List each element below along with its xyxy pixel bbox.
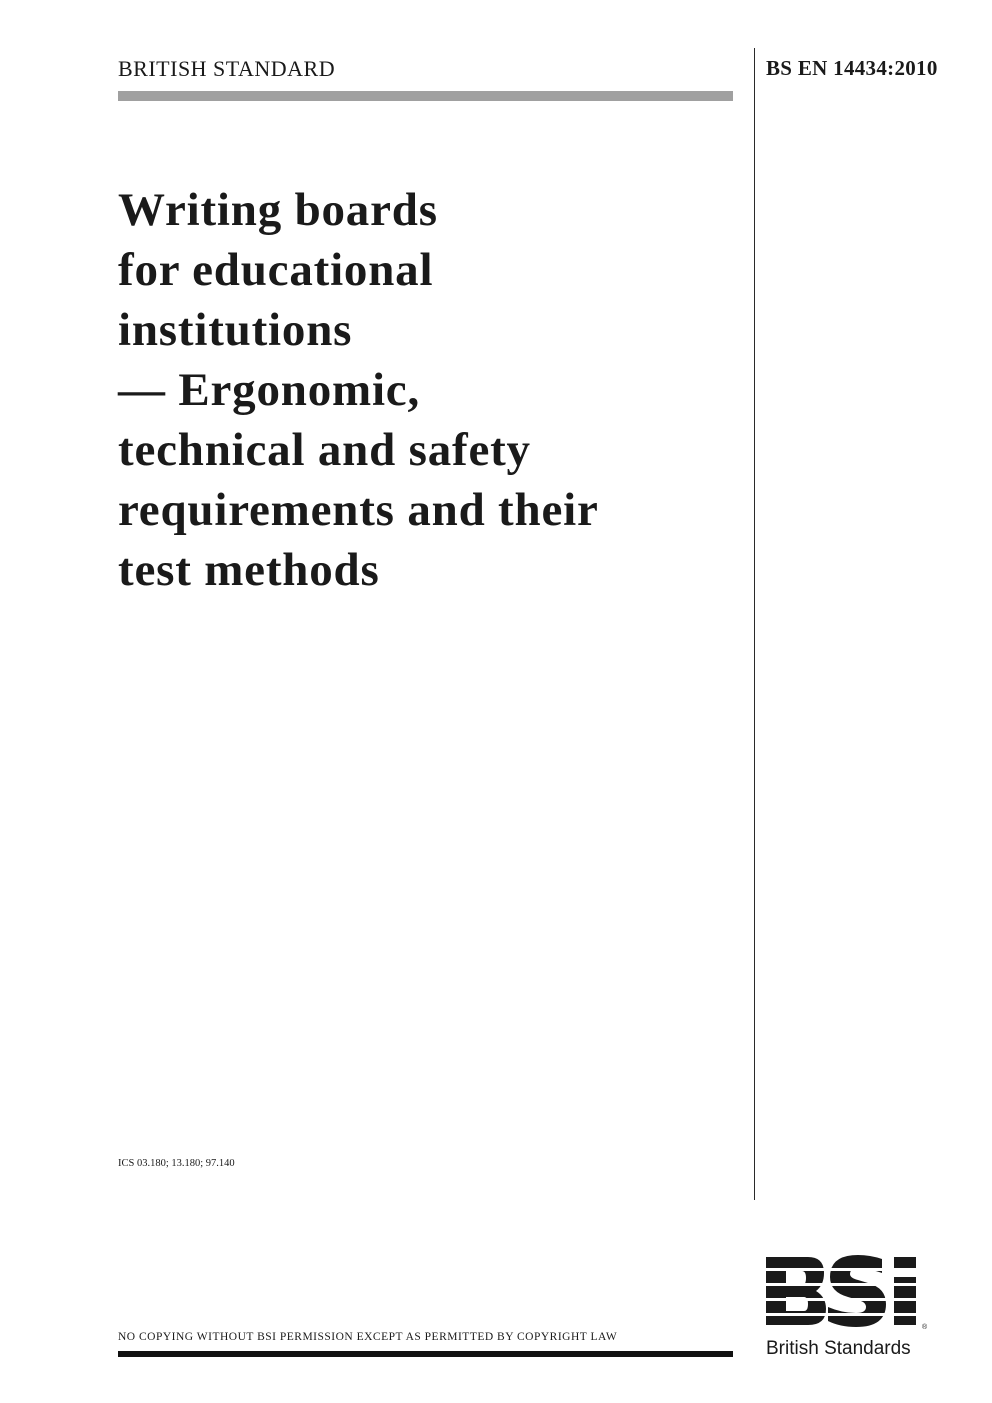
document-title (118, 180, 748, 600)
footer-rule (118, 1351, 733, 1357)
copyright-notice: NO COPYING WITHOUT BSI PERMISSION EXCEPT AS PERMITTED BY COPYRIGHT LAW (118, 1331, 618, 1343)
title-line: for educational (118, 244, 434, 296)
header-rule (118, 91, 733, 101)
title-line: technical and safety (118, 424, 531, 476)
title-line: test methods (118, 544, 380, 596)
vertical-divider (754, 48, 755, 1200)
ics-codes: ICS 03.180; 13.180; 97.140 (118, 1158, 235, 1169)
title-line: institutions (118, 304, 353, 356)
document-type-label: BRITISH STANDARD (118, 56, 336, 81)
title-line: Writing boards (118, 184, 438, 236)
bsi-logo-name: British Standards (766, 1338, 911, 1359)
title-line: — Ergonomic, (118, 364, 421, 416)
title-line: requirements and their (118, 484, 599, 536)
standard-number: BS EN 14434:2010 (766, 56, 938, 80)
svg-text:®: ® (922, 1324, 928, 1331)
